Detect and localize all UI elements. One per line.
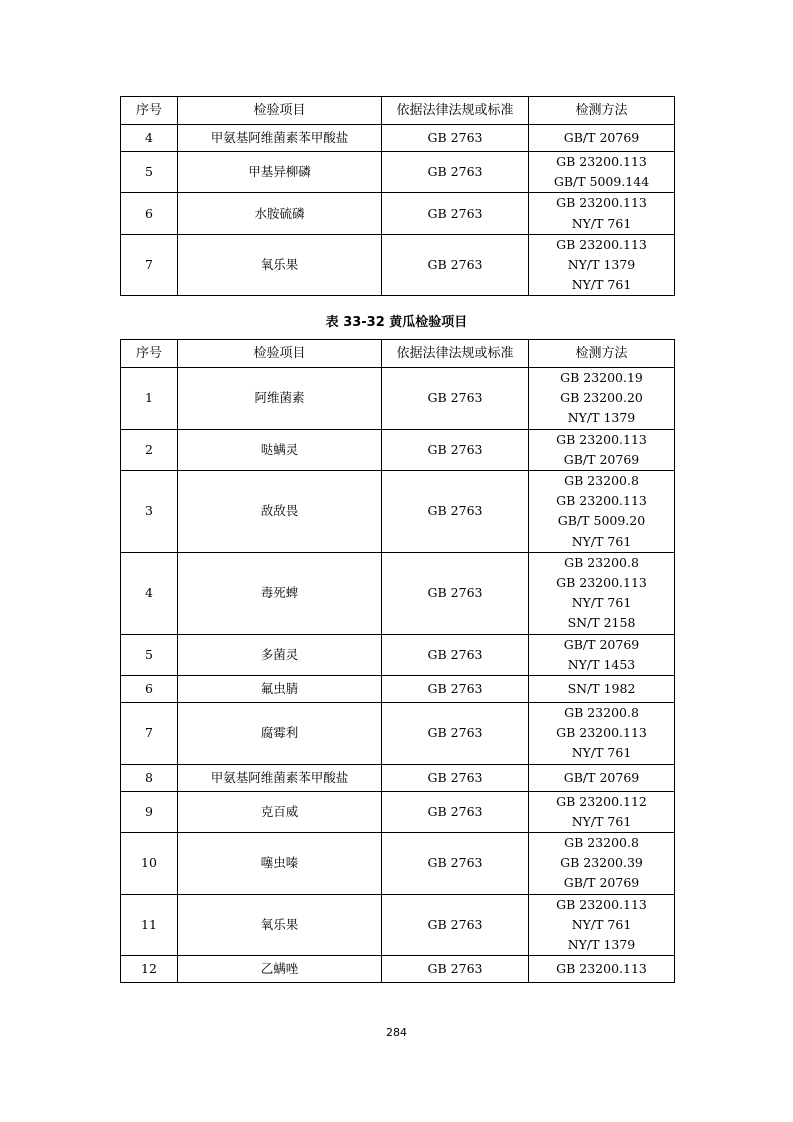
- table-row: [121, 703, 675, 765]
- table-row: [121, 764, 675, 791]
- method-line: NY/T 761: [571, 215, 632, 231]
- standard-cell: GB 2763: [382, 152, 529, 193]
- method-line: GB 23200.113: [556, 195, 647, 211]
- serial-cell: 2: [121, 429, 178, 470]
- method-line: GB 23200.113: [556, 431, 647, 447]
- item-cell: 甲基异柳磷: [178, 152, 382, 193]
- method-cell: [529, 193, 675, 234]
- method-line: GB/T 5009.20: [557, 513, 646, 529]
- table-caption: 表 33-32 黄瓜检验项目: [325, 315, 468, 330]
- method-line: GB/T 20769: [563, 769, 640, 785]
- method-line: GB/T 20769: [563, 636, 640, 652]
- method-line: SN/T 1982: [567, 680, 636, 696]
- method-line: GB 23200.8: [564, 473, 639, 489]
- method-line: GB 23200.113: [556, 896, 647, 912]
- item-cell: 甲氨基阿维菌素苯甲酸盐: [178, 125, 382, 152]
- method-line: NY/T 1379: [567, 410, 636, 426]
- header-standard: 依据法律法规或标准: [382, 97, 529, 125]
- standard-cell: GB 2763: [382, 764, 529, 791]
- method-line: GB 23200.113: [556, 575, 647, 591]
- serial-cell: 3: [121, 471, 178, 553]
- standard-cell: GB 2763: [382, 791, 529, 832]
- table-row: [121, 471, 675, 553]
- item-cell: 阿维菌素: [178, 368, 382, 430]
- serial-cell: 1: [121, 368, 178, 430]
- table-row: [121, 152, 675, 193]
- method-cell: [529, 956, 675, 983]
- method-line: GB/T 5009.144: [553, 174, 650, 190]
- method-cell: [529, 764, 675, 791]
- item-cell: 氟虫腈: [178, 676, 382, 703]
- method-line: NY/T 761: [571, 916, 632, 932]
- method-line: GB 23200.113: [556, 236, 647, 252]
- item-cell: 氧乐果: [178, 234, 382, 296]
- standard-cell: GB 2763: [382, 552, 529, 634]
- method-line: NY/T 761: [571, 277, 632, 293]
- standard-cell: GB 2763: [382, 429, 529, 470]
- item-cell: 氧乐果: [178, 894, 382, 956]
- method-line: GB 23200.8: [564, 705, 639, 721]
- table-row: [121, 956, 675, 983]
- serial-cell: 4: [121, 125, 178, 152]
- serial-cell: 9: [121, 791, 178, 832]
- method-cell: [529, 833, 675, 895]
- item-cell: 水胺硫磷: [178, 193, 382, 234]
- item-cell: 敌敌畏: [178, 471, 382, 553]
- method-line: GB 23200.112: [556, 793, 647, 809]
- standard-cell: GB 2763: [382, 234, 529, 296]
- table-row: [121, 193, 675, 234]
- standard-cell: GB 2763: [382, 956, 529, 983]
- item-cell: 乙螨唑: [178, 956, 382, 983]
- method-line: GB 23200.8: [564, 554, 639, 570]
- method-line: NY/T 761: [571, 813, 632, 829]
- standard-cell: GB 2763: [382, 676, 529, 703]
- method-line: NY/T 761: [571, 745, 632, 761]
- item-cell: 哒螨灵: [178, 429, 382, 470]
- item-cell: 毒死蜱: [178, 552, 382, 634]
- table-header: [121, 97, 675, 125]
- method-cell: [529, 471, 675, 553]
- method-line: GB/T 20769: [563, 129, 640, 145]
- table-row: [121, 552, 675, 634]
- header-method: 检测方法: [529, 97, 675, 125]
- table-row: [121, 676, 675, 703]
- method-line: GB 23200.20: [560, 390, 643, 406]
- standard-cell: GB 2763: [382, 471, 529, 553]
- method-cell: [529, 791, 675, 832]
- method-cell: [529, 234, 675, 296]
- header-serial: 序号: [121, 97, 178, 125]
- serial-cell: 6: [121, 676, 178, 703]
- serial-cell: 7: [121, 703, 178, 765]
- table-row: [121, 791, 675, 832]
- method-line: NY/T 761: [571, 533, 632, 549]
- method-cell: [529, 703, 675, 765]
- method-line: GB/T 20769: [563, 451, 640, 467]
- item-cell: 腐霉利: [178, 703, 382, 765]
- item-cell: 克百威: [178, 791, 382, 832]
- page-number: 284: [386, 1026, 407, 1039]
- header-method: 检测方法: [529, 340, 675, 368]
- serial-cell: 8: [121, 764, 178, 791]
- table-row: [121, 125, 675, 152]
- method-line: GB 23200.113: [556, 154, 647, 169]
- standard-cell: GB 2763: [382, 833, 529, 895]
- standard-cell: GB 2763: [382, 368, 529, 430]
- method-cell: [529, 152, 675, 193]
- inspection-table-continued: [120, 96, 675, 296]
- table-row: [121, 234, 675, 296]
- table-body: [121, 125, 675, 296]
- method-cell: [529, 125, 675, 152]
- method-cell: [529, 676, 675, 703]
- method-cell: [529, 552, 675, 634]
- standard-cell: GB 2763: [382, 634, 529, 675]
- method-line: GB 23200.19: [560, 370, 643, 385]
- serial-cell: 4: [121, 552, 178, 634]
- item-cell: 甲氨基阿维菌素苯甲酸盐: [178, 764, 382, 791]
- standard-cell: GB 2763: [382, 894, 529, 956]
- method-line: GB 23200.39: [560, 855, 643, 871]
- method-cell: [529, 429, 675, 470]
- method-line: NY/T 1379: [567, 937, 636, 953]
- header-item: 检验项目: [178, 340, 382, 368]
- method-line: GB 23200.113: [556, 961, 647, 977]
- method-cell: [529, 368, 675, 430]
- standard-cell: GB 2763: [382, 125, 529, 152]
- item-cell: 多菌灵: [178, 634, 382, 675]
- table-row: [121, 833, 675, 895]
- method-line: SN/T 2158: [567, 615, 636, 631]
- method-line: GB 23200.8: [564, 835, 639, 851]
- method-line: GB 23200.113: [556, 493, 647, 509]
- table-row: [121, 894, 675, 956]
- table-header: [121, 340, 675, 368]
- serial-cell: 5: [121, 152, 178, 193]
- method-line: GB 23200.113: [556, 725, 647, 741]
- header-standard: 依据法律法规或标准: [382, 340, 529, 368]
- method-line: NY/T 1379: [567, 257, 636, 273]
- serial-cell: 5: [121, 634, 178, 675]
- method-line: NY/T 761: [571, 595, 632, 611]
- item-cell: 噻虫嗪: [178, 833, 382, 895]
- method-cell: [529, 894, 675, 956]
- serial-cell: 6: [121, 193, 178, 234]
- standard-cell: GB 2763: [382, 193, 529, 234]
- table-body: [121, 368, 675, 983]
- serial-cell: 7: [121, 234, 178, 296]
- table-row: [121, 368, 675, 430]
- cucumber-inspection-table: [120, 339, 675, 983]
- table-row: [121, 429, 675, 470]
- method-line: GB/T 20769: [563, 875, 640, 891]
- header-item: 检验项目: [178, 97, 382, 125]
- serial-cell: 11: [121, 894, 178, 956]
- serial-cell: 10: [121, 833, 178, 895]
- header-serial: 序号: [121, 340, 178, 368]
- method-line: NY/T 1453: [567, 656, 636, 672]
- table-row: [121, 634, 675, 675]
- serial-cell: 12: [121, 956, 178, 983]
- method-cell: [529, 634, 675, 675]
- standard-cell: GB 2763: [382, 703, 529, 765]
